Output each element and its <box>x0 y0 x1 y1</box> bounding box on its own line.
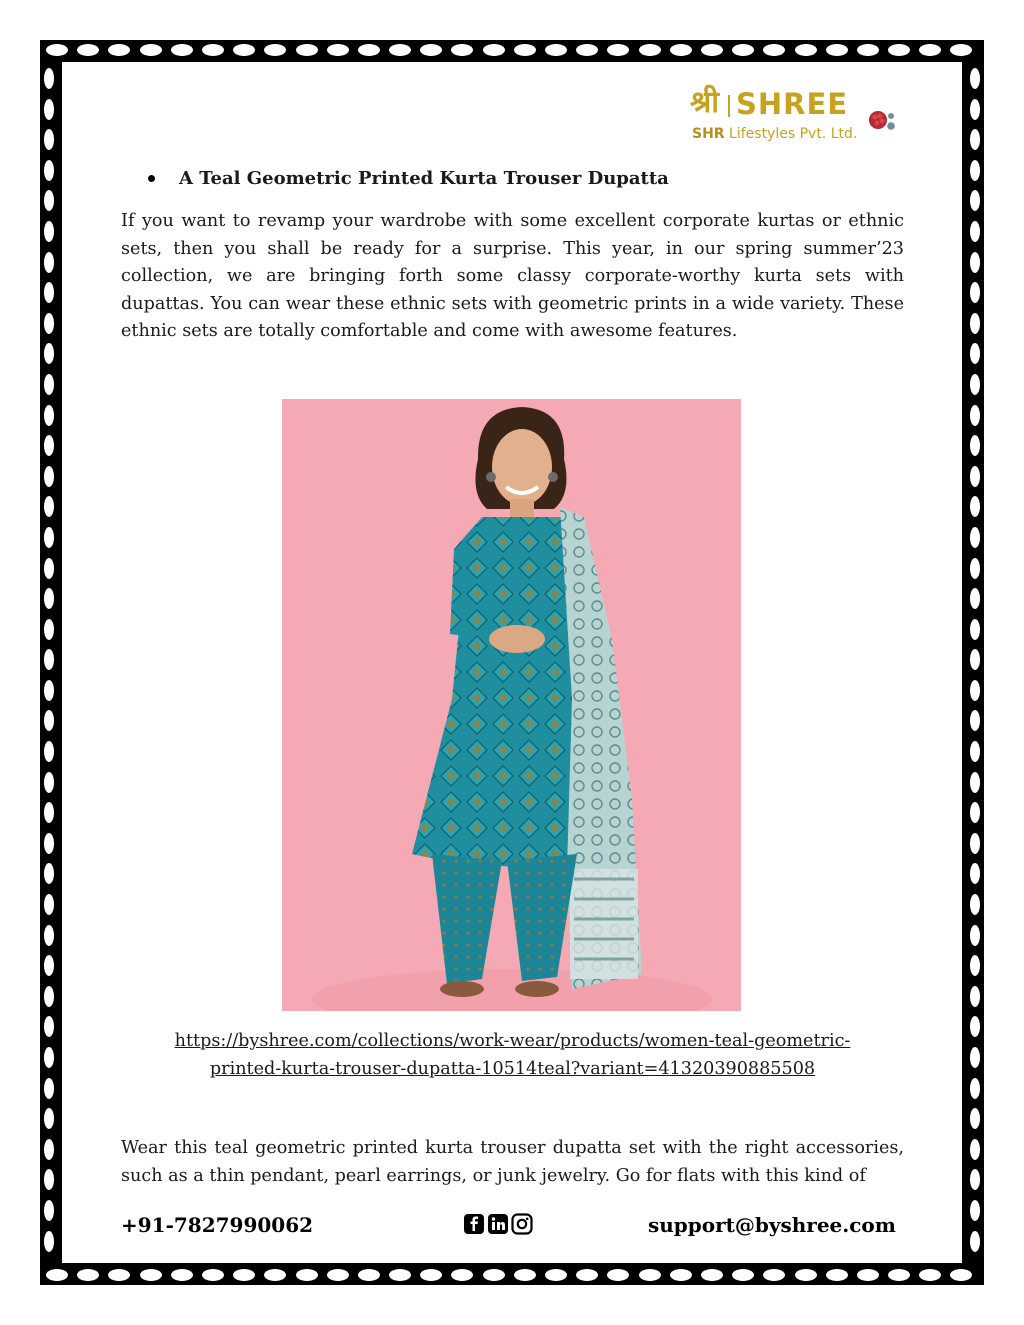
border-pill <box>970 313 980 334</box>
border-pill <box>970 863 980 884</box>
border-pill <box>420 44 442 56</box>
border-pill <box>970 190 980 211</box>
border-pill <box>358 1269 380 1281</box>
linkedin-icon[interactable] <box>487 1213 509 1235</box>
border-pill <box>44 1231 54 1252</box>
border-pill <box>140 44 162 56</box>
border-pill <box>483 1269 505 1281</box>
border-pill <box>970 1200 980 1221</box>
logo-devanagari: श्री <box>690 85 720 120</box>
border-pill <box>970 68 980 89</box>
border-pill <box>202 1269 224 1281</box>
border-pill <box>44 374 54 395</box>
border-pill <box>44 1200 54 1221</box>
social-icons <box>463 1213 533 1235</box>
border-pill <box>970 496 980 517</box>
border-pill <box>970 619 980 640</box>
border-pill <box>970 160 980 181</box>
border-pill <box>44 741 54 762</box>
border-pill <box>970 894 980 915</box>
border-pill <box>44 252 54 273</box>
border-pill <box>44 1169 54 1190</box>
border-pill <box>970 772 980 793</box>
border-pill <box>44 649 54 670</box>
border-pill <box>77 1269 99 1281</box>
border-pill <box>44 894 54 915</box>
border-pill <box>701 1269 723 1281</box>
border-pill <box>296 44 318 56</box>
border-pill <box>46 1269 68 1281</box>
border-pill <box>970 1016 980 1037</box>
border-pill <box>44 558 54 579</box>
border-pill <box>44 802 54 823</box>
border-pill <box>514 1269 536 1281</box>
border-pill <box>44 925 54 946</box>
border-pill <box>44 1108 54 1129</box>
instagram-icon[interactable] <box>511 1213 533 1235</box>
border-pill <box>44 863 54 884</box>
border-pill <box>607 44 629 56</box>
border-pill <box>44 1047 54 1068</box>
border-pill <box>44 1016 54 1037</box>
border-pill <box>826 1269 848 1281</box>
border-pill <box>970 1047 980 1068</box>
styling-paragraph: Wear this teal geometric printed kurta trouser dupatta set with the right accessories, such as a thin pendant, pearl earrings, or junk jewelry. Go for flats with this kind of <box>121 1138 904 1186</box>
logo-subtitle: SHR Lifestyles Pvt. Ltd. <box>692 126 858 142</box>
border-pill <box>140 1269 162 1281</box>
border-pill <box>919 44 941 56</box>
product-link[interactable] <box>121 1027 904 1083</box>
intro-paragraph: If you want to revamp your wardrobe with some excellent corporate kurtas or ethnic sets, then you shall be ready for a surprise. This year, in our spring summer’23 collection, we are bringing forth some classy corporate-worthy kurta sets with dupattas. You can wear these ethnic sets with geometric prints in a wide variety. These ethnic sets are totally comfortable and come with awesome features. <box>121 211 904 341</box>
border-pill <box>44 1078 54 1099</box>
border-pill <box>701 44 723 56</box>
border-pill <box>795 44 817 56</box>
border-pill <box>970 925 980 946</box>
border-pill <box>970 741 980 762</box>
border-pill <box>732 1269 754 1281</box>
product-photo <box>282 399 741 1011</box>
section-heading <box>148 168 669 189</box>
border-pill <box>171 44 193 56</box>
border-pill <box>389 44 411 56</box>
border-pill <box>970 129 980 150</box>
border-pill <box>44 986 54 1007</box>
border-pill <box>233 1269 255 1281</box>
border-pill <box>950 44 972 56</box>
border-pill <box>44 710 54 731</box>
border-pill <box>763 1269 785 1281</box>
border-pill <box>44 68 54 89</box>
border-pill <box>970 710 980 731</box>
border-pill <box>44 496 54 517</box>
border-pill <box>970 955 980 976</box>
border-pill <box>970 466 980 487</box>
border-pill <box>44 343 54 364</box>
bullet-icon <box>148 175 155 182</box>
border-pill <box>576 1269 598 1281</box>
border-pill <box>108 44 130 56</box>
border-pill <box>970 986 980 1007</box>
border-pill <box>970 1108 980 1129</box>
border-pill <box>46 44 68 56</box>
heading-text: A Teal Geometric Printed Kurta Trouser Dupatta <box>179 168 669 189</box>
border-pill <box>233 44 255 56</box>
border-pill <box>919 1269 941 1281</box>
border-pill <box>763 44 785 56</box>
product-link-line-1[interactable]: https://byshree.com/collections/work-wear/products/women-teal-geometric- <box>174 1031 851 1051</box>
border-pill <box>44 129 54 150</box>
logo-divider <box>728 95 730 117</box>
border-pill <box>857 44 879 56</box>
border-pill <box>970 558 980 579</box>
border-pill <box>327 44 349 56</box>
border-pill <box>639 44 661 56</box>
border-pill <box>296 1269 318 1281</box>
border-pill <box>44 588 54 609</box>
border-pill <box>970 99 980 120</box>
border-pill <box>857 1269 879 1281</box>
border-pill <box>888 44 910 56</box>
border-pill <box>44 527 54 548</box>
border-pill <box>576 44 598 56</box>
border-pill <box>670 44 692 56</box>
border-pill <box>970 680 980 701</box>
border-pill <box>888 1269 910 1281</box>
border-pill <box>545 44 567 56</box>
border-pill <box>514 44 536 56</box>
border-pill <box>970 1078 980 1099</box>
border-pill <box>44 160 54 181</box>
border-pill <box>970 282 980 303</box>
border-pill <box>826 44 848 56</box>
border-pill <box>202 44 224 56</box>
border-pill <box>44 833 54 854</box>
border-pill <box>970 374 980 395</box>
border-pill <box>44 282 54 303</box>
border-pill <box>970 405 980 426</box>
border-pill <box>44 619 54 640</box>
border-pill <box>970 252 980 273</box>
border-pill <box>670 1269 692 1281</box>
border-pill <box>44 313 54 334</box>
border-pill <box>795 1269 817 1281</box>
border-pill <box>327 1269 349 1281</box>
border-pill <box>970 221 980 242</box>
facebook-icon[interactable] <box>463 1213 485 1235</box>
border-pill <box>970 649 980 670</box>
border-pill <box>970 527 980 548</box>
border-pill <box>607 1269 629 1281</box>
border-pill <box>44 221 54 242</box>
border-pill <box>970 1231 980 1252</box>
border-pill <box>451 44 473 56</box>
logo-brand-name: SHREE <box>736 87 849 121</box>
border-pill <box>639 1269 661 1281</box>
border-pill <box>970 588 980 609</box>
product-link-line-2[interactable]: printed-kurta-trouser-dupatta-10514teal?variant=41320390885508 <box>209 1059 816 1079</box>
border-pill <box>389 1269 411 1281</box>
border-pill <box>44 466 54 487</box>
border-pill <box>970 1169 980 1190</box>
border-pill <box>970 1139 980 1160</box>
border-pill <box>77 44 99 56</box>
border-pill <box>44 772 54 793</box>
border-pill <box>44 680 54 701</box>
border-pill <box>264 1269 286 1281</box>
border-pill <box>44 190 54 211</box>
border-pill <box>970 435 980 456</box>
border-pill <box>44 99 54 120</box>
border-pill <box>420 1269 442 1281</box>
brand-logo <box>690 86 910 146</box>
footer-phone[interactable]: +91-7827990062 <box>121 1213 314 1237</box>
border-pill <box>970 833 980 854</box>
border-pill <box>451 1269 473 1281</box>
border-pill <box>44 955 54 976</box>
border-pill <box>171 1269 193 1281</box>
flower-icon <box>868 108 896 136</box>
border-pill <box>970 343 980 364</box>
border-pill <box>108 1269 130 1281</box>
border-pill <box>970 802 980 823</box>
footer-email[interactable]: support@byshree.com <box>648 1213 896 1237</box>
border-pill <box>950 1269 972 1281</box>
border-pill <box>44 1139 54 1160</box>
border-pill <box>44 405 54 426</box>
border-pill <box>264 44 286 56</box>
border-pill <box>545 1269 567 1281</box>
border-pill <box>483 44 505 56</box>
border-pill <box>358 44 380 56</box>
border-pill <box>732 44 754 56</box>
border-pill <box>44 435 54 456</box>
